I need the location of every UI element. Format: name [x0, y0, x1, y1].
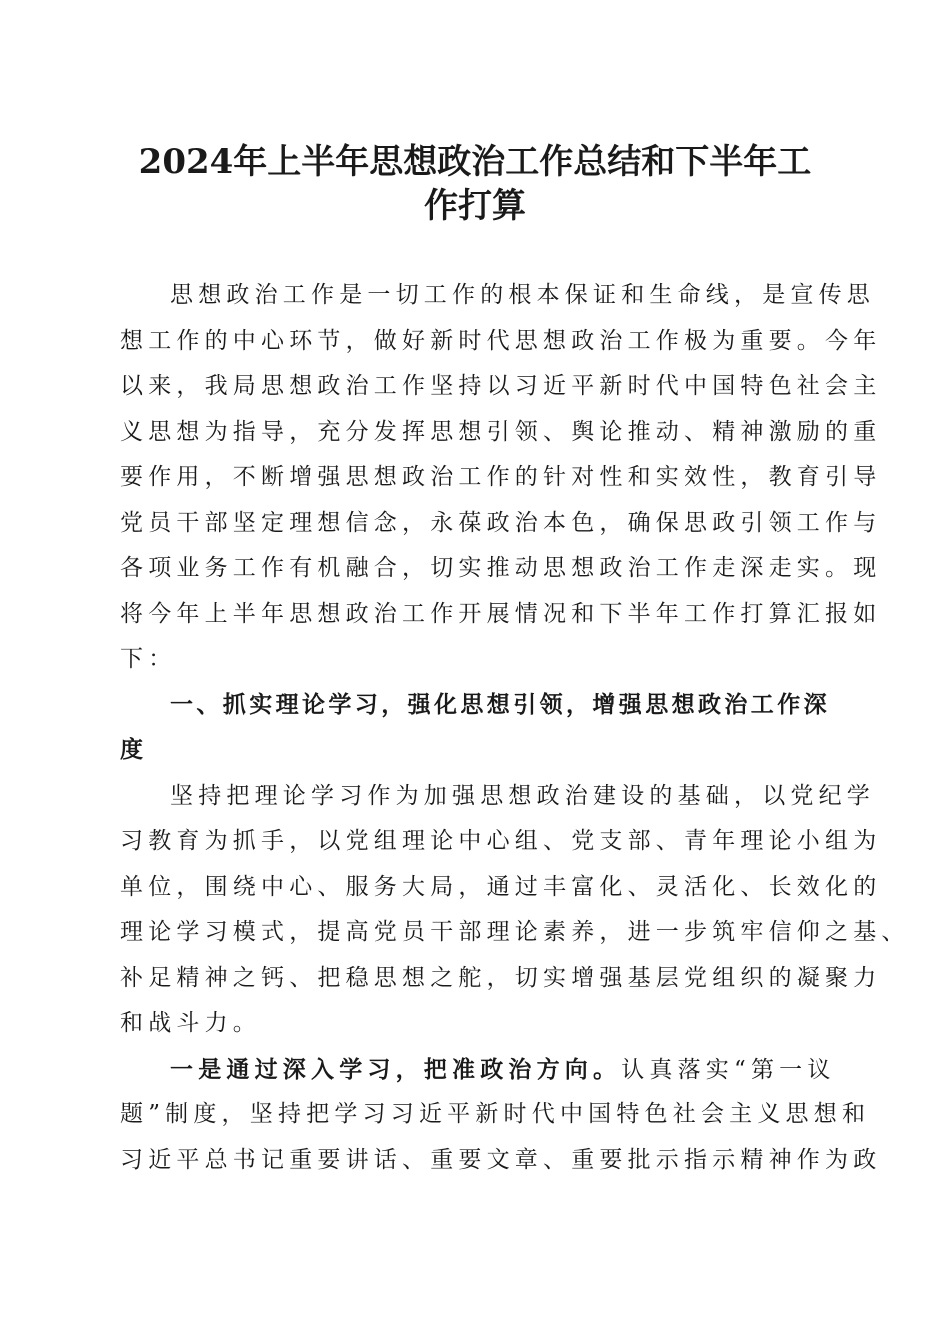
text-line: 各项业务工作有机融合，切实推动思想政治工作走深走实。现	[120, 555, 882, 581]
section-heading-1	[120, 683, 830, 774]
intro-paragraph	[120, 273, 882, 683]
heading-line: 一、抓实理论学习，强化思想引领，增强思想政治工作深	[170, 691, 830, 718]
document-title	[110, 140, 840, 228]
text-line: 想工作的中心环节，做好新时代思想政治工作极为重要。今年	[120, 327, 882, 354]
text-line: 题”制度，坚持把学习习近平新时代中国特色社会主义思想和	[120, 1101, 871, 1127]
point-lead-rest: 认真落实“第一议	[621, 1056, 836, 1083]
text-line: 思想政治工作是一切工作的根本保证和生命线，是宣传思	[170, 282, 875, 308]
title-line-2: 作打算	[424, 186, 526, 226]
heading-line: 度	[120, 737, 147, 763]
section-1-paragraph	[120, 774, 910, 1047]
title-line-1: 2024年上半年思想政治工作总结和下半年工	[138, 142, 812, 182]
text-line: 党员干部坚定理想信念，永葆政治本色，确保思政引领工作与	[120, 509, 882, 536]
text-line	[120, 1047, 836, 1093]
text-line: 习教育为抓手，以党组理论中心组、党支部、青年理论小组为	[120, 828, 882, 854]
text-line: 理论学习模式，提高党员干部理论素养，进一步筑牢信仰之基、	[120, 919, 910, 945]
text-line: 以来，我局思想政治工作坚持以习近平新时代中国特色社会主	[120, 373, 882, 399]
document-body	[120, 273, 910, 1183]
text-line: 义思想为指导，充分发挥思想引领、舆论推动、精神激励的重	[120, 418, 882, 445]
text-line: 补足精神之钙、把稳思想之舵，切实增强基层党组织的凝聚力	[120, 964, 882, 991]
text-line: 下：	[120, 646, 177, 672]
text-line: 习近平总书记重要讲话、重要文章、重要批示指示精神作为政	[120, 1146, 882, 1173]
text-line: 单位，围绕中心、服务大局，通过丰富化、灵活化、长效化的	[120, 873, 882, 900]
point-lead: 一是通过深入学习，把准政治方向。	[170, 1055, 622, 1083]
text-line: 要作用，不断增强思想政治工作的针对性和实效性，教育引导	[120, 464, 882, 490]
text-line: 将今年上半年思想政治工作开展情况和下半年工作打算汇报如	[120, 600, 882, 627]
point-1-paragraph	[120, 1047, 882, 1184]
text-line: 坚持把理论学习作为加强思想政治建设的基础，以党纪学	[170, 782, 875, 809]
text-line: 和战斗力。	[120, 1010, 261, 1036]
